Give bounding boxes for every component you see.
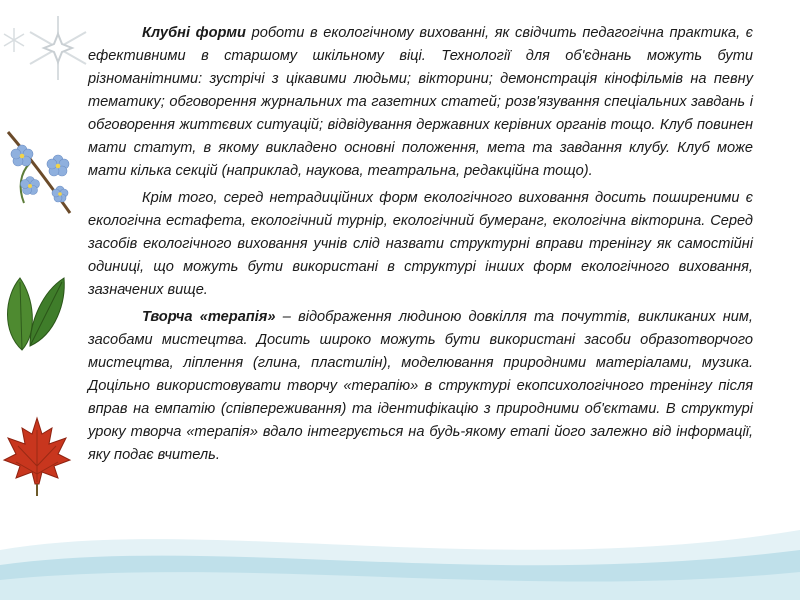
- bottom-wave: [0, 520, 800, 600]
- paragraph-lead: Клубні форми: [142, 25, 246, 41]
- paragraph-body: роботи в екологічному вихованні, як свідчить педагогічна практика, є ефективними в старшому шкільному віці. Технології для об'єднань можуть бути різноманітними: зустрічі з цікавими людьми; вікторини; демонстрація кінофільмів на певну тематику; обговорення журнальних та газетних статей; розв'язування спеціальних завдань і обговорення життєвих ситуацій; відвідування державних керівних органів тощо. Клуб повинен мати статут, в якому викладено основні положення, мета та завдання клубу. Клуб може мати кілька секцій (наприклад, наукова, театральна, редакційна тощо).: [88, 25, 754, 179]
- main-text: [88, 22, 753, 471]
- green-leaves-icon: [0, 272, 68, 352]
- forget-me-not-icon: [0, 128, 82, 218]
- snowflake-icon: [0, 10, 100, 90]
- maple-leaf-icon: [2, 416, 72, 498]
- paragraph-lead: Творча «терапія»: [142, 309, 276, 325]
- paragraph-body: Крім того, серед нетрадиційних форм екологічного виховання досить поширеними є екологічна естафета, екологічний турнір, екологічний бумеранг, екологічна вікторина. Серед засобів екологічного виховання учнів слід назвати структурні вправи тренінгу як самостійні одиниці, що можуть бути використані в структурі інших форм екологічного виховання, зазначених вище.: [88, 190, 753, 298]
- paragraph-club-forms: [88, 22, 753, 183]
- paragraph-body: – відображення людиною довкілля та почуттів, викликаних ним, засобами мистецтва. Досить широко можуть бути використані засоби образотворчого мистецтва, ліплення (глина, пластилін), моделювання природними матеріалами, музика. Доцільно використовувати творчу «терапію» в структурі екопсихологічного тренінгу після вправ на емпатію (співпереживання) та ідентифікацію з природними об'єктами. В структурі уроку творча «терапія» вдало інтегрується на будь-якому етапі його залежно від інформації, яку подає вчитель.: [88, 309, 753, 463]
- paragraph-creative-therapy: [88, 306, 753, 467]
- paragraph-nontraditional-forms: [88, 187, 753, 302]
